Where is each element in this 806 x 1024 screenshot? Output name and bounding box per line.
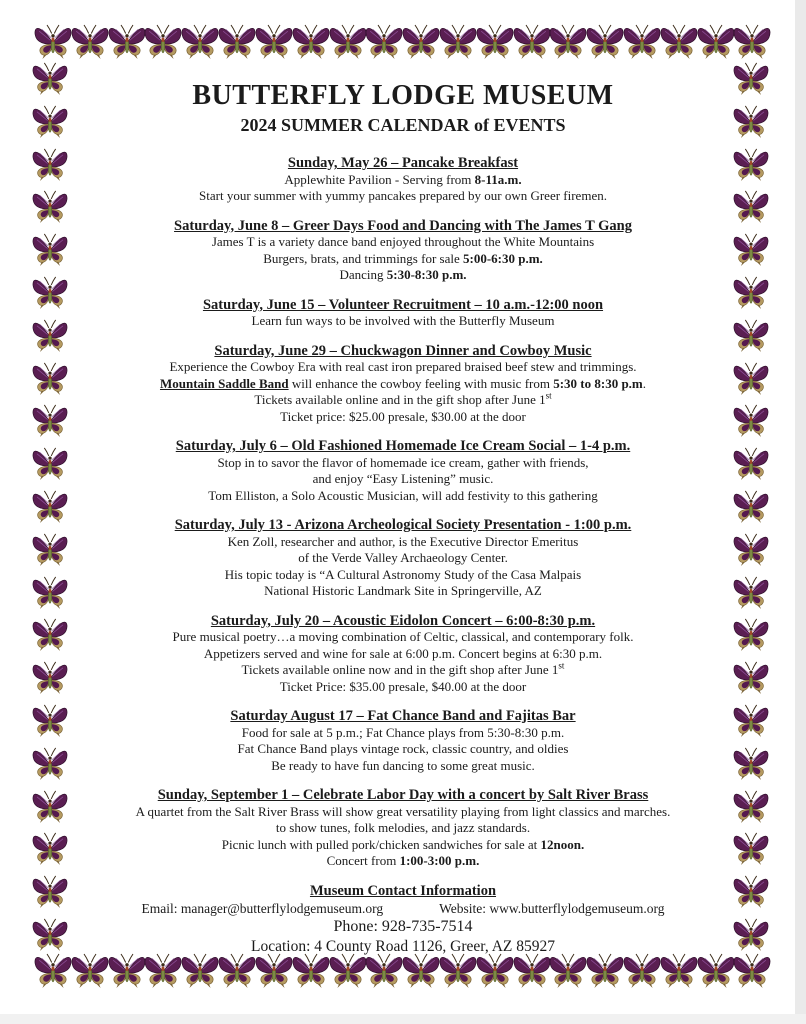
butterfly-icon: [254, 953, 294, 989]
event-heading: Saturday, July 20 – Acoustic Eidolon Concert – 6:00-8:30 p.m.: [210, 612, 596, 629]
event-text-line: Fat Chance Band plays vintage rock, classic country, and oldies: [237, 741, 569, 756]
butterfly-icon: [731, 918, 771, 952]
butterfly-icon: [731, 276, 771, 310]
page-subtitle: 2024 SUMMER CALENDAR of EVENTS: [240, 115, 566, 135]
butterfly-icon: [30, 747, 70, 781]
butterfly-icon: [585, 24, 625, 60]
butterfly-icon: [143, 24, 183, 60]
event-heading: Saturday August 17 – Fat Chance Band and Fajitas Bar: [230, 708, 576, 724]
butterfly-icon: [731, 148, 771, 182]
event-text-line: Be ready to have fun dancing to some great music.: [271, 757, 535, 773]
butterfly-icon: [30, 918, 70, 952]
event-heading: Sunday, May 26 – Pancake Breakfast: [287, 155, 519, 171]
butterfly-icon: [731, 790, 771, 824]
event-text-line: Appetizers served and wine for sale at 6:00 p.m. Concert begins at 6:30 p.m.: [203, 645, 603, 661]
butterfly-icon: [622, 24, 662, 60]
butterfly-icon: [143, 953, 183, 989]
butterfly-icon: [217, 24, 257, 60]
butterfly-icon: [731, 661, 771, 695]
butterfly-icon: [731, 105, 771, 139]
butterfly-icon: [30, 148, 70, 182]
event-text-line: Pure musical poetry…a moving combination of Celtic, classical, and contemporary folk.: [172, 629, 634, 644]
event-text-line: Concert from 1:00-3:00 p.m.: [326, 853, 480, 868]
event-heading: Saturday, June 29 – Chuckwagon Dinner and Cowboy Music: [214, 342, 592, 359]
butterfly-icon: [30, 447, 70, 481]
event-block: [86, 297, 720, 330]
butterfly-icon: [622, 953, 662, 989]
flyer-content: [86, 80, 720, 957]
event-block: [86, 343, 720, 426]
butterfly-icon: [585, 953, 625, 989]
butterfly-icon: [30, 875, 70, 909]
butterfly-icon: [475, 953, 515, 989]
butterfly-icon: [731, 233, 771, 267]
butterfly-icon: [30, 618, 70, 652]
butterfly-icon: [438, 24, 478, 60]
butterfly-icon: [401, 953, 441, 989]
butterfly-icon: [30, 362, 70, 396]
event-text-line: Start your summer with yummy pancakes prepared by our own Greer firemen.: [199, 188, 607, 203]
butterfly-icon: [254, 24, 294, 60]
butterfly-icon: [731, 404, 771, 438]
event-heading: Saturday, July 13 - Arizona Archeological Society Presentation - 1:00 p.m.: [174, 517, 632, 533]
event-block: [86, 787, 720, 870]
contact-email: Email: manager@butterflylodgemuseum.org: [141, 900, 384, 916]
butterfly-icon: [30, 105, 70, 139]
butterfly-icon: [30, 490, 70, 524]
butterfly-icon: [180, 24, 220, 60]
butterfly-icon: [180, 953, 220, 989]
butterfly-icon: [30, 319, 70, 353]
butterfly-icon: [30, 832, 70, 866]
events-list: [86, 155, 720, 870]
butterfly-icon: [30, 576, 70, 610]
butterfly-icon: [328, 953, 368, 989]
contact-heading: Museum Contact Information: [309, 882, 497, 899]
page-edge-shadow-right: [795, 0, 806, 1024]
butterfly-icon: [512, 953, 552, 989]
event-text-line: Stop in to savor the flavor of homemade ice cream, gather with friends,: [217, 454, 589, 470]
butterfly-icon: [696, 953, 736, 989]
butterfly-icon: [30, 790, 70, 824]
event-text-line: Learn fun ways to be involved with the Butterfly Museum: [251, 313, 555, 328]
butterfly-icon: [731, 533, 771, 567]
butterfly-icon: [401, 24, 441, 60]
butterfly-icon: [731, 62, 771, 96]
event-block: [86, 438, 720, 504]
event-heading: Sunday, September 1 – Celebrate Labor Day with a concert by Salt River Brass: [157, 787, 649, 803]
event-text-line: Experience the Cowboy Era with real cast iron prepared braised beef stew and trimmings.: [169, 359, 637, 374]
contact-email-website-row: [86, 900, 720, 917]
event-text-line: Tickets available online now and in the gift shop after June 1st: [241, 660, 565, 677]
butterfly-icon: [659, 953, 699, 989]
butterfly-icon: [731, 704, 771, 738]
butterfly-icon: [731, 875, 771, 909]
butterfly-icon: [438, 953, 478, 989]
contact-location: Location: 4 County Road 1126, Greer, AZ 85927: [250, 937, 556, 955]
butterfly-icon: [30, 533, 70, 567]
butterfly-icon: [30, 404, 70, 438]
event-text-line: Tom Elliston, a Solo Acoustic Musician, will add festivity to this gathering: [208, 487, 598, 503]
event-text-line: Ticket price: $25.00 presale, $30.00 at the door: [280, 408, 526, 424]
event-heading: Saturday, July 6 – Old Fashioned Homemade Ice Cream Social – 1-4 p.m.: [175, 438, 631, 454]
event-text-line: Tickets available online and in the gift shop after June 1st: [254, 390, 552, 407]
event-text-line: to show tunes, folk melodies, and jazz standards.: [275, 820, 531, 835]
event-text-line: A quartet from the Salt River Brass will show great versatility playing from light classics and marches.: [135, 803, 671, 819]
event-block: [86, 708, 720, 774]
butterfly-icon: [731, 576, 771, 610]
butterfly-icon: [732, 953, 772, 989]
butterfly-icon: [731, 490, 771, 524]
event-text-line: His topic today is “A Cultural Astronomy Study of the Casa Malpais: [224, 566, 582, 582]
event-text-line: of the Verde Valley Archaeology Center.: [298, 550, 508, 565]
butterfly-icon: [30, 276, 70, 310]
event-text-line: and enjoy “Easy Listening” music.: [312, 471, 494, 486]
butterfly-icon: [70, 24, 110, 60]
butterfly-icon: [291, 953, 331, 989]
butterfly-icon: [30, 661, 70, 695]
butterfly-icon: [659, 24, 699, 60]
butterfly-icon: [217, 953, 257, 989]
page-title: BUTTERFLY LODGE MUSEUM: [192, 80, 614, 111]
butterfly-icon: [33, 24, 73, 60]
page-edge-shadow-bottom: [0, 1014, 806, 1024]
butterfly-icon: [70, 953, 110, 989]
butterfly-icon: [328, 24, 368, 60]
butterfly-icon: [731, 447, 771, 481]
butterfly-icon: [548, 953, 588, 989]
butterfly-icon: [732, 24, 772, 60]
event-heading: Saturday, June 15 – Volunteer Recruitment – 10 a.m.-12:00 noon: [202, 296, 604, 313]
event-text-line: National Historic Landmark Site in Springerville, AZ: [264, 583, 542, 598]
event-block: [86, 517, 720, 600]
event-heading: Saturday, June 8 – Greer Days Food and Dancing with The James T Gang: [174, 217, 632, 234]
butterfly-icon: [475, 24, 515, 60]
butterfly-icon: [731, 319, 771, 353]
butterfly-icon: [364, 953, 404, 989]
butterfly-icon: [30, 62, 70, 96]
butterfly-icon: [512, 24, 552, 60]
butterfly-icon: [731, 832, 771, 866]
butterfly-border-top: [33, 24, 776, 60]
butterfly-icon: [107, 24, 147, 60]
butterfly-icon: [731, 618, 771, 652]
event-text-line: Ticket Price: $35.00 presale, $40.00 at the door: [279, 678, 527, 694]
event-text-line: Food for sale at 5 p.m.; Fat Chance plays from 5:30-8:30 p.m.: [241, 724, 565, 740]
event-text-line: Picnic lunch with pulled pork/chicken sandwiches for sale at 12noon.: [221, 836, 585, 852]
butterfly-icon: [731, 190, 771, 224]
butterfly-icon: [696, 24, 736, 60]
butterfly-icon: [291, 24, 331, 60]
event-block: [86, 613, 720, 696]
butterfly-icon: [364, 24, 404, 60]
contact-phone: Phone: 928-735-7514: [333, 917, 473, 935]
event-block: [86, 218, 720, 284]
contact-website: Website: www.butterflylodgemuseum.org: [439, 900, 665, 916]
butterfly-border-right: [731, 62, 771, 952]
contact-section: [86, 883, 720, 957]
butterfly-icon: [30, 233, 70, 267]
event-text-line: Applewhite Pavilion - Serving from 8-11a.m.: [284, 171, 522, 187]
butterfly-icon: [30, 704, 70, 738]
event-text-line: Mountain Saddle Band will enhance the cowboy feeling with music from 5:30 to 8:30 p.m.: [159, 375, 647, 391]
butterfly-icon: [731, 747, 771, 781]
event-text-line: Dancing 5:30-8:30 p.m.: [339, 267, 467, 282]
event-text-line: Ken Zoll, researcher and author, is the Executive Director Emeritus: [227, 533, 579, 549]
event-text-line: James T is a variety dance band enjoyed throughout the White Mountains: [211, 234, 595, 249]
event-block: [86, 155, 720, 205]
butterfly-icon: [107, 953, 147, 989]
butterfly-border-left: [30, 62, 70, 952]
butterfly-icon: [731, 362, 771, 396]
butterfly-icon: [33, 953, 73, 989]
butterfly-icon: [30, 190, 70, 224]
butterfly-icon: [548, 24, 588, 60]
butterfly-border-bottom: [33, 953, 776, 989]
event-text-line: Burgers, brats, and trimmings for sale 5:00-6:30 p.m.: [263, 250, 543, 266]
